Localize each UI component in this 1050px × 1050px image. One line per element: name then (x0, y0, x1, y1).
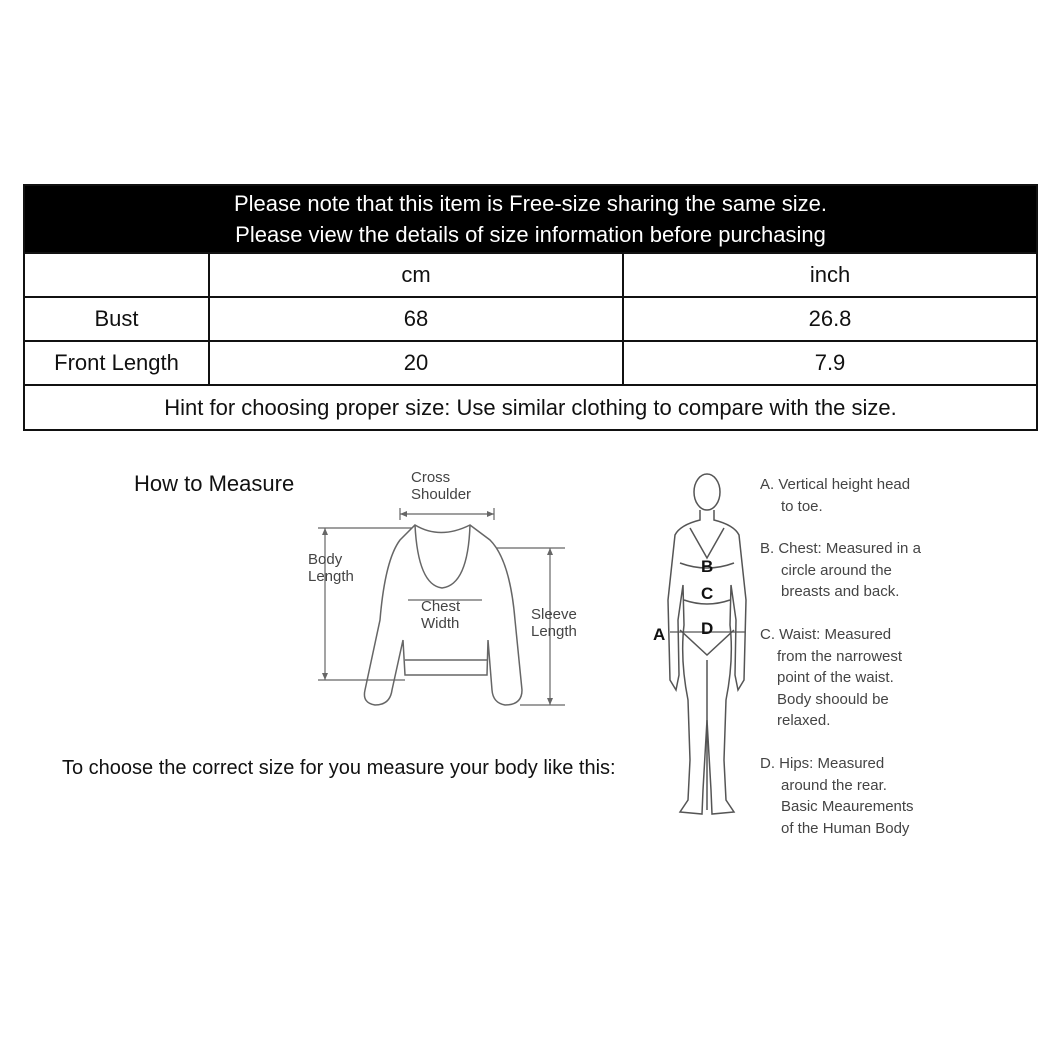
sleeve-length-line-1: Sleeve (531, 606, 577, 623)
header-cell-cm: cm (209, 253, 623, 297)
hint-row (24, 385, 1037, 430)
header-cell-empty (24, 253, 209, 297)
choose-size-instruction: To choose the correct size for you measure your body like this: (62, 757, 616, 779)
chest-v (690, 528, 724, 558)
figure-label-b: B (701, 557, 714, 576)
header-cell-inch: inch (623, 253, 1037, 297)
figure-label-c: C (701, 584, 714, 603)
figure-label-d: D (701, 619, 714, 638)
cross-shoulder-line-1: Cross (411, 469, 451, 486)
row-label: Front Length (24, 341, 209, 385)
chest-width-line-2: Width (421, 615, 460, 632)
desc-c-line: point of the waist. (777, 669, 894, 686)
sweater-neckline (415, 525, 470, 588)
row-inch-value: 26.8 (623, 297, 1037, 341)
how-to-measure-title: How to Measure (134, 471, 295, 496)
desc-a-line: to toe. (781, 497, 823, 515)
desc-c-line: relaxed. (777, 712, 831, 729)
desc-b-line: circle around the (781, 561, 892, 579)
row-cm-value: 68 (209, 297, 623, 341)
sleeve-length-label (531, 606, 577, 640)
body-figure (650, 465, 760, 825)
desc-d-line: of the Human Body (781, 819, 910, 837)
chest-width-line-1: Chest (421, 598, 461, 615)
desc-b-line: breasts and back. (781, 583, 900, 600)
row-inch-value: 7.9 (623, 341, 1037, 385)
desc-c-line: C. Waist: Measured (760, 626, 892, 643)
desc-c-line: Body shoould be (777, 690, 889, 708)
cross-shoulder-line-2: Shoulder (411, 486, 472, 503)
hint-cell: Hint for choosing proper size: Use similar clothing to compare with the size. (24, 385, 1037, 430)
body-length-label (308, 551, 354, 585)
figure-label-a: A (653, 625, 666, 644)
cross-shoulder-label (411, 469, 471, 503)
chest-width-label (421, 598, 460, 632)
note-row (24, 185, 1037, 253)
description-b (760, 538, 921, 603)
desc-d-line: around the rear. (781, 776, 887, 794)
desc-b-line: B. Chest: Measured in a (760, 540, 921, 557)
body-length-line-1: Body (308, 551, 343, 568)
desc-c-line: from the narrowest (777, 647, 903, 665)
size-table (23, 184, 1038, 431)
desc-d-line: Basic Meaurements (781, 798, 914, 815)
desc-a-line: A. Vertical height head (760, 476, 911, 493)
note-cell (24, 185, 1037, 253)
body-length-line-2: Length (308, 568, 354, 585)
description-a (760, 474, 910, 517)
header-row (24, 253, 1037, 297)
table-row (24, 297, 1037, 341)
note-line-1: Please note that this item is Free-size sharing the same size. (233, 191, 828, 216)
head-shape (694, 474, 720, 510)
note-line-2: Please view the details of size information before purchasing (235, 222, 826, 247)
row-cm-value: 20 (209, 341, 623, 385)
description-d (760, 753, 914, 839)
desc-d-line: D. Hips: Measured (760, 755, 885, 772)
row-label: Bust (24, 297, 209, 341)
description-c (760, 624, 902, 732)
table-row (24, 341, 1037, 385)
sleeve-length-line-2: Length (531, 623, 577, 640)
